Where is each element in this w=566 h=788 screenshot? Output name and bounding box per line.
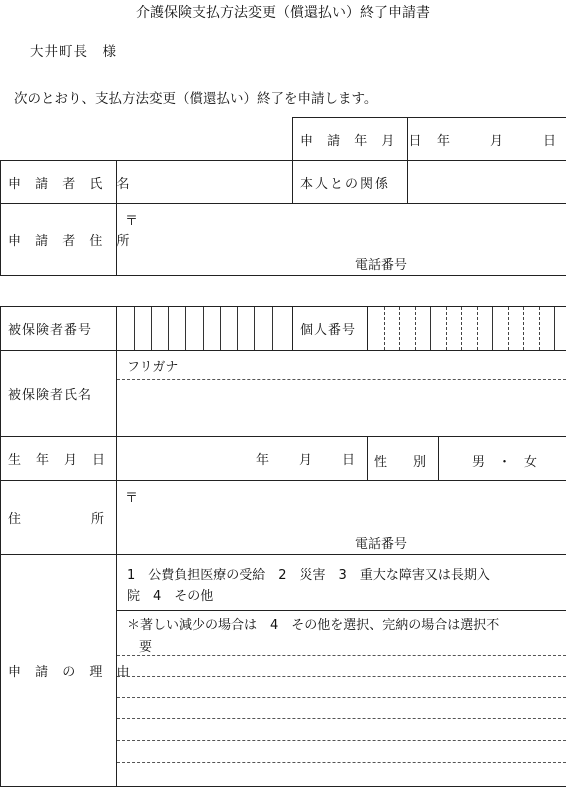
application-date-label: 申 請 年 月 日: [293, 118, 408, 161]
applicant-name-label: 申 請 者 氏 名: [1, 161, 117, 204]
birth-month-unit: 月: [298, 453, 312, 468]
postal-mark: 〒: [125, 214, 139, 229]
writing-line: [117, 697, 566, 698]
sex-options[interactable]: 男 ・ 女: [472, 455, 538, 470]
insured-address-label: 住 所: [1, 481, 117, 555]
phone-label: 電話番号: [355, 537, 408, 552]
reason-options-line1: 1 公費負担医療の受給 2 災害 3 重大な障害又は長期入: [127, 568, 490, 583]
writing-line: [117, 740, 566, 741]
sex-field[interactable]: [368, 437, 566, 481]
reason-field[interactable]: [117, 555, 566, 787]
phone-label: 電話番号: [355, 258, 408, 273]
applicant-address-label: 申 請 者 住 所: [1, 204, 117, 276]
blank-cell: [117, 118, 293, 161]
day-unit: 日: [542, 133, 556, 149]
reason-note-line2: 要: [139, 640, 153, 655]
writing-line: [117, 762, 566, 763]
relation-label: 本人との関係: [293, 161, 408, 204]
writing-line: [117, 676, 566, 677]
statement: 次のとおり、支払方法変更（償還払い）終了を申請します。: [14, 91, 378, 107]
applicant-address-field[interactable]: [117, 204, 566, 276]
personal-number-field[interactable]: [368, 307, 566, 351]
writing-line: [117, 718, 566, 719]
application-date-field[interactable]: [408, 118, 566, 161]
insured-name-field[interactable]: [117, 351, 566, 437]
writing-line: [117, 655, 566, 656]
reason-options-line2: 院 4 その他: [127, 589, 214, 604]
year-unit: 年: [436, 133, 450, 149]
sex-label: 性 別: [374, 455, 427, 470]
applicant-table: [0, 117, 566, 276]
birth-day-unit: 日: [341, 453, 355, 468]
reason-note-line1: ＊著しい減少の場合は 4 その他を選択、完納の場合は選択不: [127, 618, 500, 633]
insured-table: [0, 306, 566, 787]
relation-field[interactable]: [408, 161, 566, 204]
insured-number-label: 被保険者番号: [1, 307, 117, 351]
reason-divider: [117, 610, 566, 611]
month-unit: 月: [489, 133, 503, 149]
birthdate-label: 生 年 月 日: [1, 437, 117, 481]
furigana-divider: [117, 379, 566, 380]
reason-label: 申 請 の 理 由: [1, 555, 117, 787]
personal-number-label: 個人番号: [293, 307, 368, 351]
applicant-name-field[interactable]: [117, 161, 293, 204]
birthdate-field[interactable]: [117, 437, 368, 481]
insured-number-field[interactable]: [117, 307, 293, 351]
birth-year-unit: 年: [255, 453, 269, 468]
insured-address-field[interactable]: [117, 481, 566, 555]
insured-name-label: 被保険者氏名: [1, 351, 117, 437]
form-title: 介護保険支払方法変更（償還払い）終了申請書: [136, 5, 430, 21]
furigana-label: フリガナ: [127, 360, 179, 375]
addressee: 大井町長 様: [30, 44, 117, 60]
postal-mark: 〒: [125, 491, 139, 506]
blank-cell: [1, 118, 117, 161]
